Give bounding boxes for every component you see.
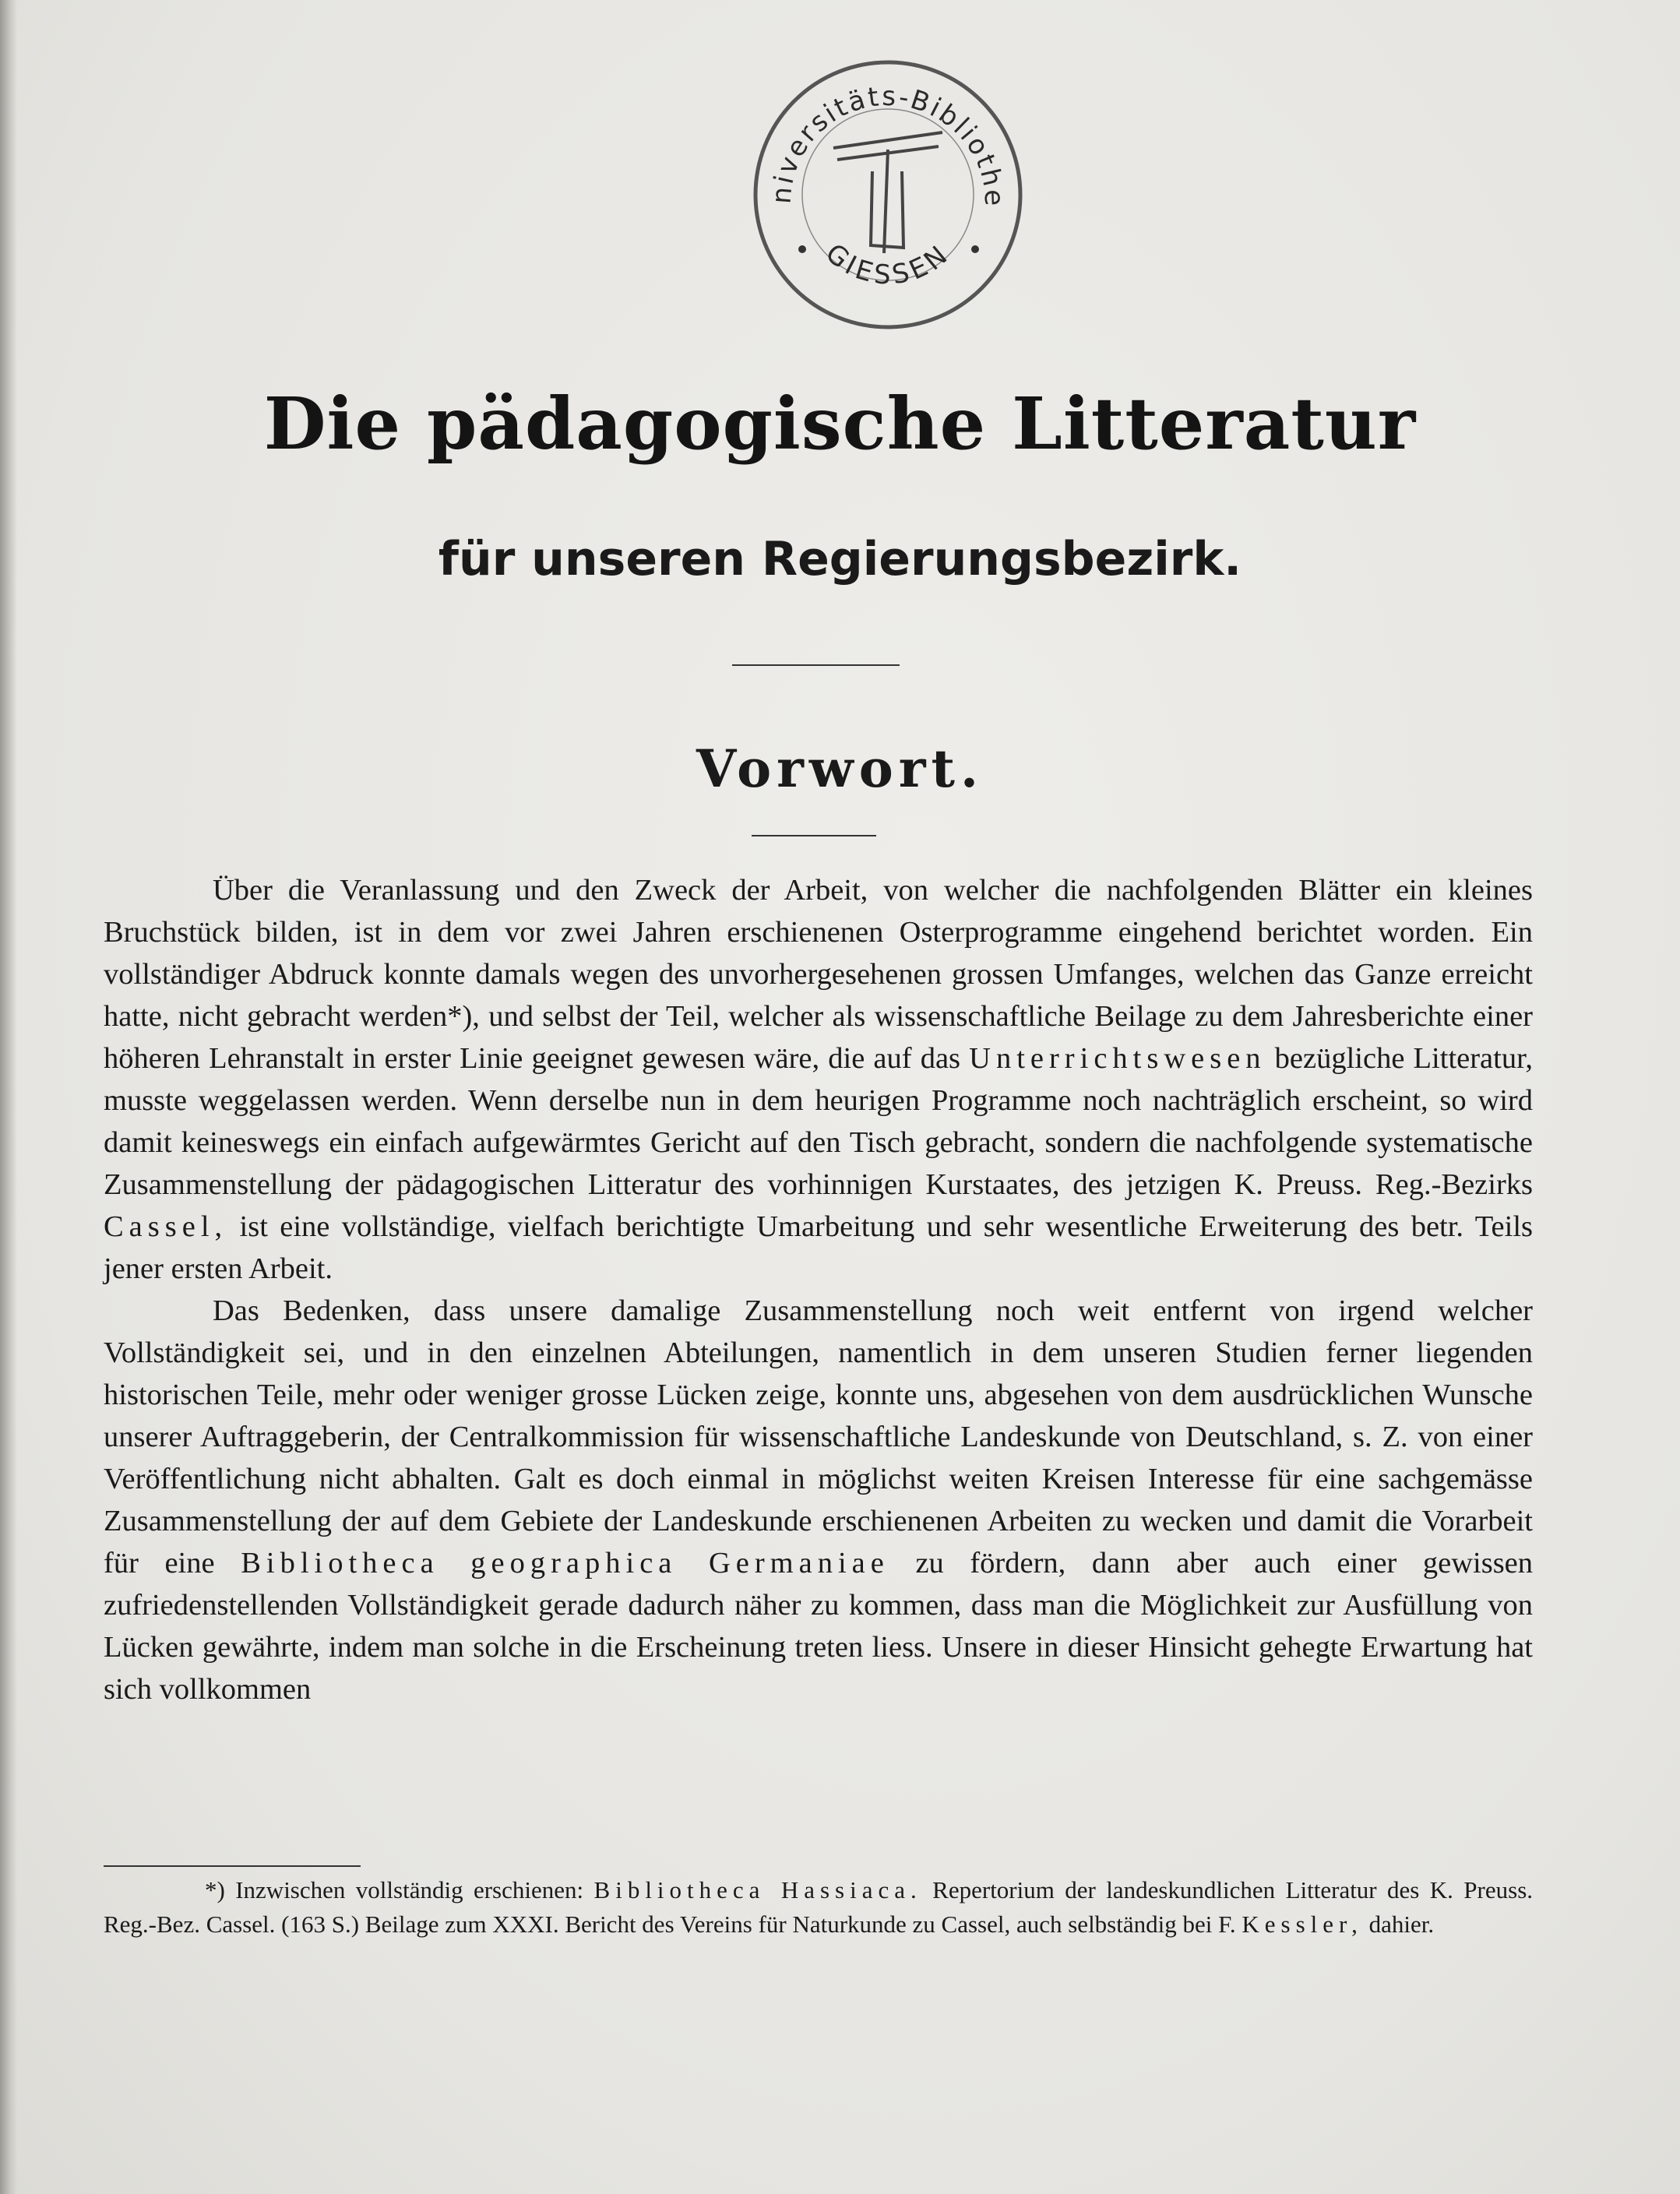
page-subtitle: für unseren Regierungsbezirk. <box>438 532 1242 586</box>
paragraph-1-text-b: bezügliche Litteratur, musste weggelassen werden. Wenn derselbe nun in dem heurigen Programme noch nachträglich erscheint, so wird damit keineswegs ein einfach aufgewärmtes Gericht auf den Tisch gebracht, sondern die nachfolgende systematische Zusammenstellung der pädagogischen Litteratur des vorhinnigen Kurstaates, des jetzigen K. Preuss. Reg.-Bezirks <box>104 1042 1533 1201</box>
library-stamp-graphic <box>748 55 1028 335</box>
paragraph-2-emphasis: Bibliotheca geographica Germaniae <box>241 1547 889 1579</box>
paragraph-1 <box>104 869 1533 1290</box>
library-stamp <box>748 55 1028 335</box>
title-divider <box>732 664 900 666</box>
paragraph-1-text-a: Über die Veranlassung und den Zweck der Arbeit, von welcher die nachfolgenden Blätter ein kleines Bruchstück bilden, ist in dem vor zwei Jahren erschienenen Osterprogramme eingehend berichtet worden. Ein vollständiger Abdruck konnte damals wegen des unvorhergesehenen grossen Umfanges, welchen das Ganze erreicht hatte, nicht gebracht werden*), und selbst der Teil, welcher als wissenschaftliche Beilage zu dem Jahresberichte einer höheren Lehranstalt in erster Linie geeignet gewesen wäre, die auf das <box>104 874 1533 1075</box>
footnote-text-b: Repertorium der landeskundlichen Litteratur des K. Preuss. Reg.-Bez. Cassel. (163 S.) Beilage zum XXXI. Bericht des Vereins für Naturkunde zu Cassel, auch selbständig bei F. <box>104 1876 1534 1938</box>
footnote-text-a: *) Inzwischen vollständig erschienen: <box>205 1876 584 1903</box>
page-binding-shadow <box>0 0 17 2194</box>
heading-divider <box>752 835 876 836</box>
footnote-text-c: dahier. <box>1368 1911 1435 1938</box>
paragraph-1-emphasis-2: Cassel, <box>104 1210 228 1243</box>
footnote-emphasis-2: Kessler, <box>1242 1911 1363 1938</box>
page-title: Die pädagogische Litteratur <box>263 382 1417 466</box>
footnote-divider <box>104 1865 361 1867</box>
paragraph-2-text-b: zu fördern, dann aber auch einer gewissen zufriedenstellenden Vollständigkeit gerade dadurch näher zu kommen, dass man die Möglichkeit zur Ausfüllung von Lücken gewährte, indem man solche in die Erscheinung treten liess. Unsere in dieser Hinsicht gehegte Erwartung hat sich vollkommen <box>104 1547 1534 1706</box>
paragraph-1-text-c: ist eine vollständige, vielfach berichtigte Umarbeitung und sehr wesentliche Erweiterung des betr. Teils jener ersten Arbeit. <box>104 1210 1534 1285</box>
paragraph-1-emphasis-1: Unterrichtswesen <box>969 1042 1266 1075</box>
svg-text:Universitäts-Bibliothek: niversitäts-Bibliothe <box>766 80 1010 209</box>
footnote-emphasis-1: Bibliotheca Hassiaca. <box>593 1876 922 1903</box>
preface-body <box>104 869 1533 1710</box>
paragraph-2-text-a: Das Bedenken, dass unsere damalige Zusammenstellung noch weit entfernt von irgend welcher Vollständigkeit sei, und in den einzelnen Abteilungen, namentlich in dem unseren Studien ferner liegenden historischen Teile, mehr oder weniger grosse Lücken zeige, konnte uns, abgesehen von dem ausdrücklichen Wunsche unserer Auftraggeberin, der Centralkommission für wissenschaftliche Landeskunde von Deutschland, s. Z. von einer Veröffentlichung nicht abhalten. Galt es doch einmal in möglichst weiten Kreisen Interesse für eine sachgemässe Zusammenstellung der auf dem Gebiete der Landeskunde erschienenen Arbeiten zu wecken und damit die Vorarbeit für eine <box>104 1294 1533 1579</box>
footnote <box>104 1873 1533 1942</box>
paragraph-2 <box>104 1290 1533 1710</box>
preface-heading: Vorwort. <box>696 738 984 799</box>
svg-text:GIESSEN: GIESSEN <box>819 238 956 291</box>
